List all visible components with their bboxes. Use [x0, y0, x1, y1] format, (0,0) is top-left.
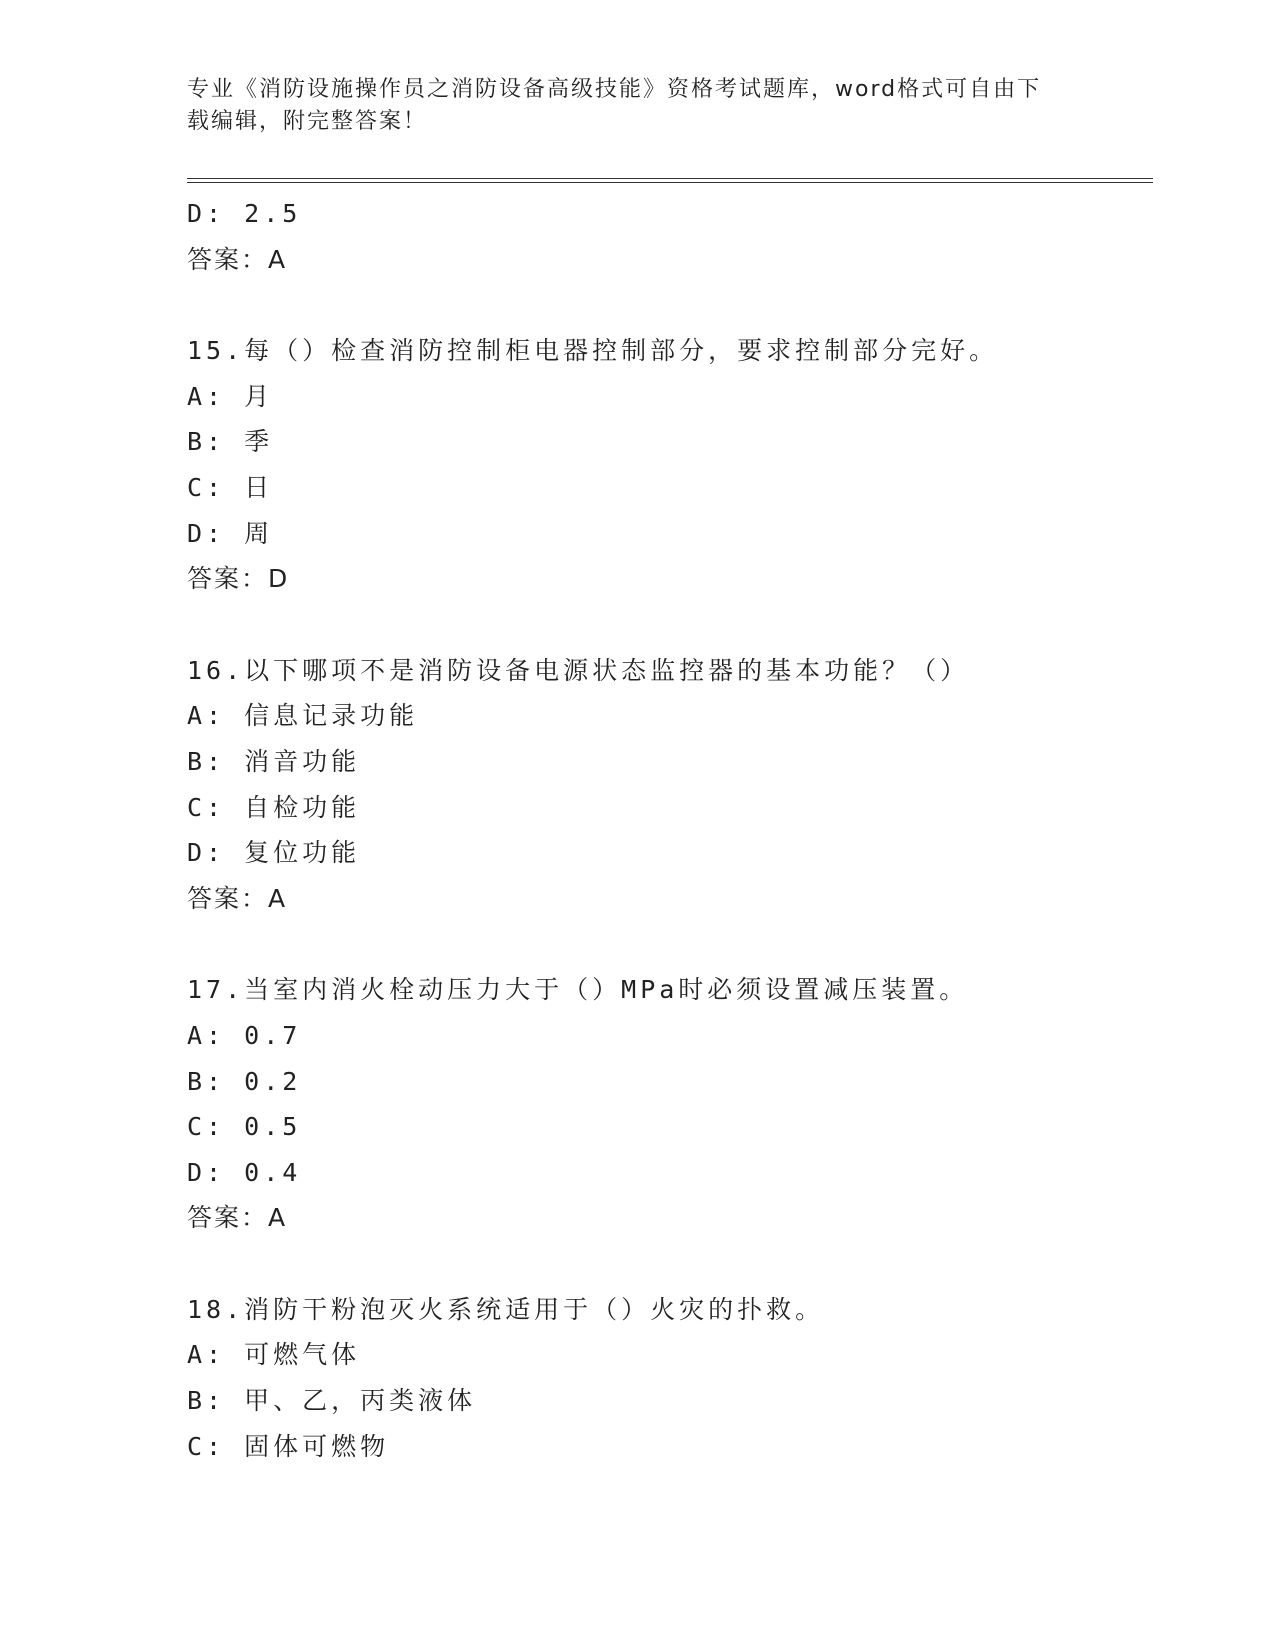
question-17 — [187, 967, 1153, 1241]
question-stem: 15.每（）检查消防控制柜电器控制部分，要求控制部分完好。 — [187, 336, 999, 366]
spacer — [187, 1241, 1153, 1287]
spacer — [187, 282, 1153, 328]
answer-line: 答案：A — [187, 1203, 288, 1233]
previous-question-tail — [187, 191, 1153, 282]
question-stem: 16.以下哪项不是消防设备电源状态监控器的基本功能？（） — [187, 655, 970, 685]
option-c: C: 0.5 — [187, 1112, 302, 1142]
option-b: B: 甲、乙，丙类液体 — [187, 1386, 477, 1416]
option-a: A: 0.7 — [187, 1020, 302, 1050]
option-c: C: 自检功能 — [187, 792, 361, 822]
question-list — [187, 191, 1153, 1469]
spacer — [187, 602, 1153, 648]
option-c: C: 固体可燃物 — [187, 1431, 390, 1461]
option-a: A: 月 — [187, 381, 274, 411]
answer-line: 答案：D — [187, 564, 290, 594]
question-18 — [187, 1287, 1153, 1469]
option-d: D: 周 — [187, 518, 274, 548]
header-line-1: 专业《消防设施操作员之消防设备高级技能》资格考试题库，word格式可自由下 — [187, 77, 1042, 102]
option-b: B: 0.2 — [187, 1066, 302, 1096]
option-d: D: 复位功能 — [187, 838, 361, 868]
answer-line: 答案：A — [187, 883, 288, 913]
question-16 — [187, 648, 1153, 922]
header-line-2: 载编辑，附完整答案！ — [187, 109, 428, 134]
option-b: B: 消音功能 — [187, 746, 361, 776]
document-header — [187, 74, 1067, 138]
question-15 — [187, 328, 1153, 602]
header-divider — [187, 178, 1153, 183]
option-a: A: 可燃气体 — [187, 1340, 361, 1370]
option-c: C: 日 — [187, 472, 274, 502]
option-d: D: 2.5 — [187, 199, 302, 228]
option-b: B: 季 — [187, 427, 274, 457]
option-d: D: 0.4 — [187, 1157, 302, 1187]
spacer — [187, 921, 1153, 967]
answer-line: 答案：A — [187, 244, 288, 274]
question-stem: 18.消防干粉泡灭火系统适用于（）火灾的扑救。 — [187, 1294, 825, 1324]
option-a: A: 信息记录功能 — [187, 701, 419, 731]
question-stem: 17.当室内消火栓动压力大于（）MPa时必须设置减压装置。 — [187, 975, 969, 1005]
